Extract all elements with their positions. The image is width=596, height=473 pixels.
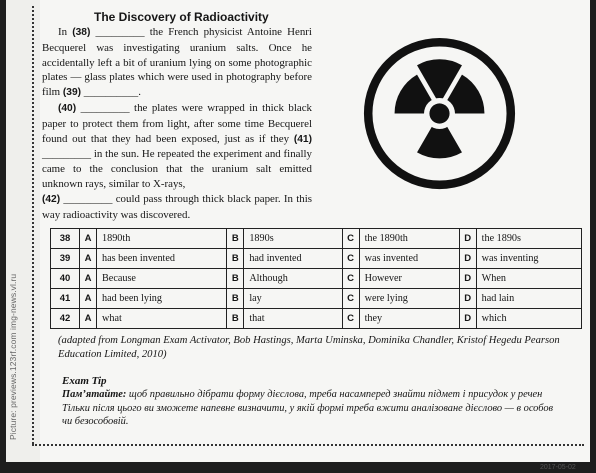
option-text: that [244,309,342,329]
option-letter: A [80,249,97,269]
tip-line: Тільки після цього ви зможете напевне визначити, у якій формі треба вжити аналізоване дієслово — в особов [62,402,554,414]
option-letter: A [80,309,97,329]
option-letter: A [80,269,97,289]
option-text: the 1890th [359,229,459,249]
exam-tip-text [62,388,590,429]
option-text: what [97,309,227,329]
option-letter: D [459,289,476,309]
answer-options-table [50,228,582,329]
table-row [51,229,582,249]
tip-line: щоб правильно дібрати форму дієслова, треба насамперед знайти підмет і присудок у речен [126,389,543,400]
question-number: 41 [51,289,80,309]
table-row [51,289,582,309]
story-paragraph-2 [42,101,312,222]
option-text: they [359,309,459,329]
radiation-symbol-icon [362,36,517,191]
option-text: which [476,309,581,329]
option-letter: C [342,249,359,269]
question-number: 38 [51,229,80,249]
gap-number: (40) [58,102,77,114]
question-number: 42 [51,309,80,329]
option-text: However [359,269,459,289]
option-text: had been lying [97,289,227,309]
option-letter: C [342,229,359,249]
source-citation: (adapted from Longman Exam Activator, Bob Hastings, Marta Uminska, Dominika Chandler, Kristof Hegedu Pearson Education Limited, 2010) [58,335,560,360]
question-number: 39 [51,249,80,269]
option-text: When [476,269,581,289]
question-number: 40 [51,269,80,289]
text: _________ the French physicist Antoine Henri Becquerel was investigating uranium salts. Once he accidentally left a bit of uranium lying on some photographic plates — glass plates which were used in photography before film [42,26,312,99]
story-text [42,25,312,222]
gap-number: (39) [62,87,82,99]
option-text: Because [97,269,227,289]
text: _________ in the sun. He repeated the experiment and finally came to the conclusion that the uranium salt emitted unknown rays, similar to X-rays, [42,148,312,190]
page-title: The Discovery of Radioactivity [94,10,269,24]
option-text: has been invented [97,249,227,269]
text: __________. [83,86,141,99]
option-text: 1890s [244,229,342,249]
option-letter: D [459,229,476,249]
option-text: was invented [359,249,459,269]
option-text: Although [244,269,342,289]
option-letter: B [227,269,244,289]
option-text: 1890th [97,229,227,249]
text: In [58,26,68,38]
tip-line: чи безособовій. [62,416,129,427]
option-text: the 1890s [476,229,581,249]
option-letter: A [80,289,97,309]
text: _________ the plates were wrapped in thick black paper to protect them from light, after some time Becquerel found out that they had been exposed, just as if they [42,101,312,145]
dotted-border-bottom [32,444,584,446]
option-letter: A [80,229,97,249]
option-letter: D [459,249,476,269]
option-letter: B [227,309,244,329]
text: _________ could pass through thick black paper. In this way radioactivity was discovered. [42,192,313,221]
option-letter: B [227,289,244,309]
dotted-border-left [32,6,34,444]
watermark: Picture: previews.123rf.com img-news.vl.ru [8,273,18,440]
option-text: lay [244,289,342,309]
exam-tip-heading: Exam Tip [62,375,107,387]
option-text: had invented [244,249,342,269]
table-row [51,309,582,329]
option-letter: B [227,249,244,269]
option-letter: C [342,289,359,309]
story-paragraph-1 [42,25,312,101]
option-text: had lain [476,289,581,309]
table-row [51,249,582,269]
option-text: were lying [359,289,459,309]
gap-number: (38) [72,27,91,38]
gap-number: (42) [42,193,61,205]
option-letter: D [459,269,476,289]
option-letter: C [342,269,359,289]
option-letter: B [227,229,244,249]
gap-number: (41) [293,133,312,145]
option-letter: C [342,309,359,329]
tip-label: Пам’ятайте: [62,389,127,400]
worksheet-page [6,0,590,462]
option-letter: D [459,309,476,329]
table-row [51,269,582,289]
option-text: was inventing [476,249,581,269]
corner-stamp: 2017-05-02 [540,464,576,471]
